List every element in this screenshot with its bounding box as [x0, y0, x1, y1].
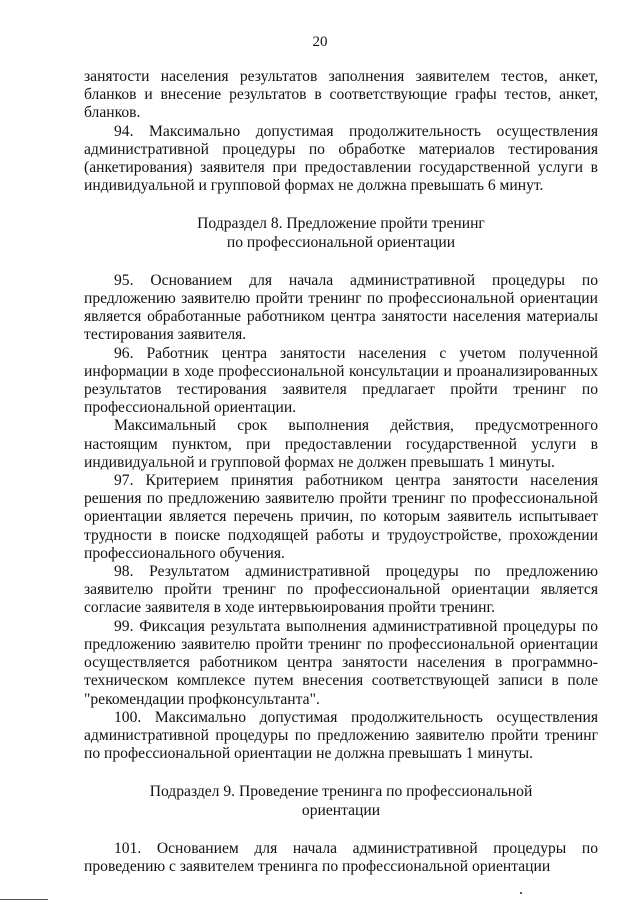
heading-line: по профессиональной ориентации	[226, 233, 456, 251]
paragraph-94: 94. Максимально допустимая продолжительность осуществления административной процедуры по обработке материалов тестирования (анкетирования) заявителя при предоставлении государственной услуги в индивидуальной и групповой формах не должна превышать 6 минут.	[84, 122, 598, 195]
heading-line: ориентации	[301, 801, 381, 819]
paragraph-97: 97. Критерием принятия работником центра занятости населения решения по предложению заявителю пройти тренинг по профессиональной ориентации является перечень причин, по которым заявитель испытывает трудности в поиске подходящей работы и трудоустройстве, прохождении профессионального обучения.	[84, 472, 598, 562]
page-number: 20	[312, 34, 328, 50]
paragraph-max-term: Максимальный срок выполнения действия, предусмотренного настоящим пунктом, при предоставлении государственной услуги в индивидуальной и групповой формах не должен превышать 1 минуты.	[84, 417, 598, 471]
paragraph-intro: занятости населения результатов заполнения заявителем тестов, анкет, бланков и внесение результатов в соответствующие графы тестов, анкет, бланков.	[84, 68, 598, 122]
paragraph-98: 98. Результатом административной процедуры по предложению заявителю пройти тренинг по профессиональной ориентации является согласие заявителя в ходе интервьюирования пройти тренинг.	[84, 563, 598, 617]
paragraph-101: 101. Основанием для начала административной процедуры по проведению с заявителем тренинга по профессиональной ориентации	[84, 839, 598, 875]
scan-mark	[0, 899, 48, 900]
paragraph-100: 100. Максимально допустимая продолжительность осуществления административной процедуры по предложению заявителю пройти тренинг по профессиональной ориентации не должна превышать 1 минуты.	[84, 708, 598, 763]
document-body	[84, 68, 598, 876]
subsection-8-heading	[84, 215, 598, 251]
paragraph-95: 95. Основанием для начала административной процедуры по предложению заявителю пройти тренинг по профессиональной ориентации является обработанные работником центра занятости населения материалы тестирования заявителя.	[84, 271, 598, 344]
subsection-9-heading	[84, 783, 598, 819]
paragraph-96: 96. Работник центра занятости населения с учетом полученной информации в ходе профессиональной консультации и проанализированных результатов тестирования заявителя предлагает пройти тренинг по профессиональной ориентации.	[84, 344, 598, 417]
heading-line: Подраздел 9. Проведение тренинга по профессиональной	[149, 783, 533, 801]
paragraph-99: 99. Фиксация результата выполнения административной процедуры по предложению заявителю пройти тренинг по профессиональной ориентации осуществляется работником центра занятости населения в программно-техническом комплексе путем внесения соответствующей записи в поле "рекомендации профконсультанта".	[84, 617, 598, 708]
scan-mark	[520, 892, 522, 894]
heading-line: Подраздел 8. Предложение пройти тренинг	[197, 215, 485, 233]
